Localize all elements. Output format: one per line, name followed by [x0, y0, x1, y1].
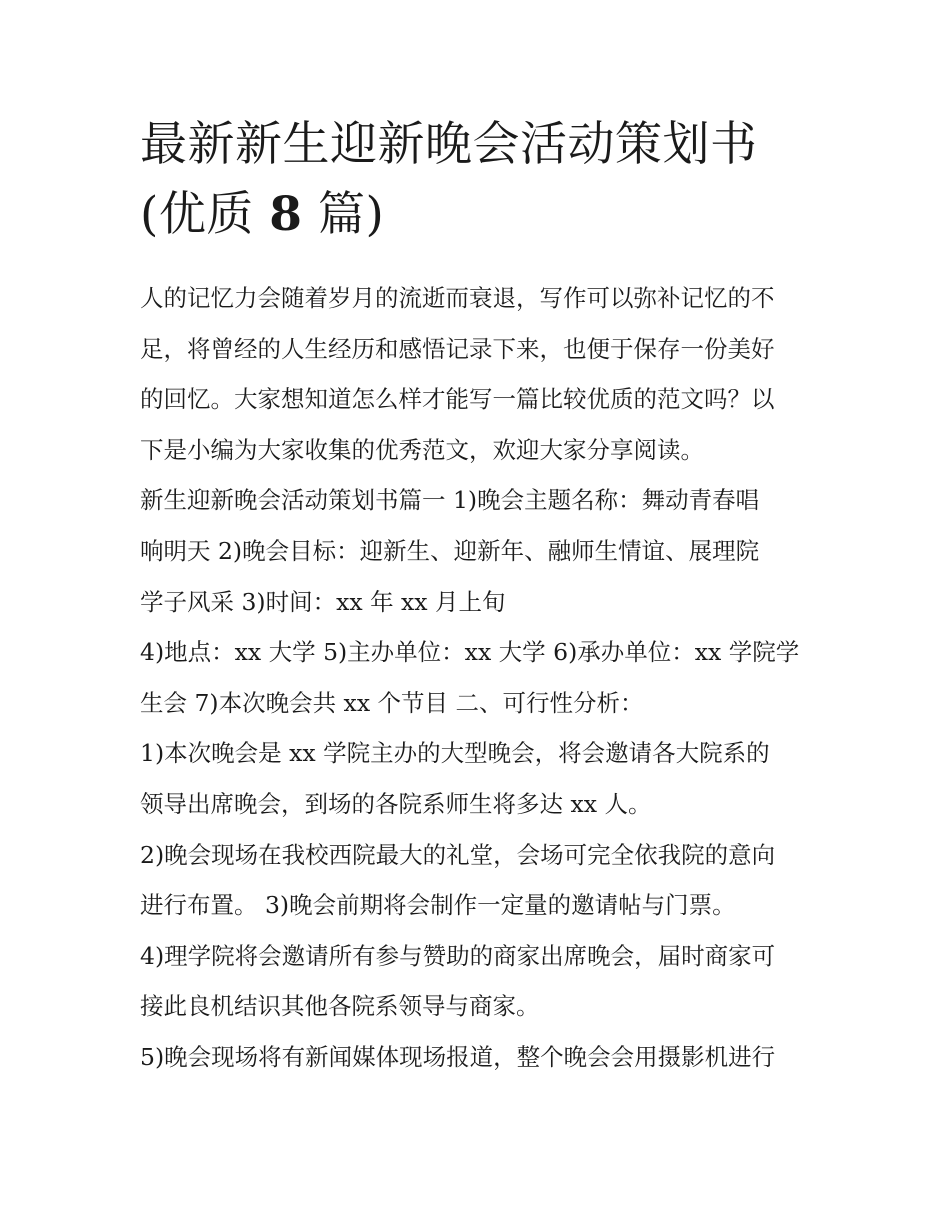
title-part-c: 篇): [317, 187, 385, 242]
body-line: 新生迎新晚会活动策划书篇一 1)晚会主题名称：舞动青春唱: [140, 486, 760, 515]
body-line: 领导出席晚会，到场的各院系师生将多达 xx 人。: [140, 789, 652, 818]
body-line: 4)地点：xx 大学 5)主办单位：xx 大学 6)承办单位：xx 学院学: [140, 638, 800, 667]
body-line: 足，将曾经的人生经历和感悟记录下来，也便于保存一份美好: [140, 334, 775, 363]
body-line: 生会 7)本次晚会共 xx 个节目 二、可行性分析：: [140, 688, 644, 717]
body-line: 的回忆。大家想知道怎么样才能写一篇比较优质的范文吗？以: [140, 385, 775, 414]
body-line: 接此良机结识其他各院系领导与商家。: [140, 992, 540, 1021]
body-line: 1)本次晚会是 xx 学院主办的大型晚会，将会邀请各大院系的: [140, 739, 770, 768]
title-part-number: 8: [269, 187, 303, 242]
body-line: 进行布置。 3)晚会前期将会制作一定量的邀请帖与门票。: [140, 891, 736, 920]
body-line: 2)晚会现场在我校西院最大的礼堂，会场可完全依我院的意向: [140, 840, 776, 869]
body-line: 学子风采 3)时间：xx 年 xx 月上旬: [140, 587, 506, 616]
body-line: 人的记忆力会随着岁月的流逝而衰退，写作可以弥补记忆的不: [140, 284, 775, 312]
body-line: 下是小编为大家收集的优秀范文，欢迎大家分享阅读。: [140, 435, 704, 464]
document-title: [140, 110, 830, 250]
title-part-a: (优质: [140, 187, 254, 242]
title-line-1: 最新新生迎新晚会活动策划书: [140, 117, 758, 172]
document-body: [140, 281, 820, 1091]
body-line: 响明天 2)晚会目标：迎新生、迎新年、融师生情谊、展理院: [140, 536, 760, 565]
body-line: 4)理学院将会邀请所有参与赞助的商家出席晚会，届时商家可: [140, 941, 776, 970]
title-line-2: [140, 180, 830, 250]
body-line: 5)晚会现场将有新闻媒体现场报道，整个晚会会用摄影机进行: [140, 1042, 776, 1071]
